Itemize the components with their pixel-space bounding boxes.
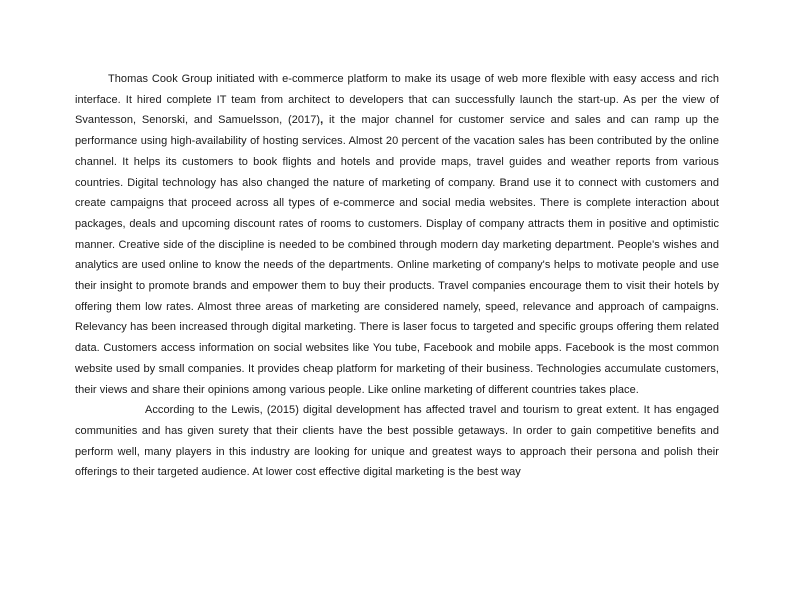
body-text [75, 69, 719, 483]
paragraph-2 [75, 400, 719, 483]
paragraph-2-text: According to the Lewis, (2015) digital development has affected travel and tourism to great extent. It has engaged communities and has given surety that their clients have the best possible getaways. In order to gain competitive benefits and perform well, many players in this industry are looking for unique and greatest ways to approach their persona and polish their offerings to their targeted audience. At lower cost effective digital marketing is the best way [75, 404, 719, 479]
paragraph-1 [75, 69, 719, 400]
paragraph-1-text-start: Thomas Cook Group initiated with e-commerce platform to make its usage of web more flexible with easy access and rich interface. It hired complete IT team from architect to developers that can successfully launch the start-up. As per the view of Svantesson, Senorski, and Samuelsson, (2017) [75, 73, 719, 127]
citation-comma: , [320, 114, 324, 127]
paragraph-1-text-end: it the major channel for customer service and sales and can ramp up the performance using high-availability of hosting services. Almost 20 percent of the vacation sales has been contributed by the online channel. It helps its customers to book flights and hotels and provide maps, travel guides and weather reports from various countries. Digital technology has also changed the nature of marketing of company. Brand use it to connect with customers and create campaigns that proceed across all types of e-commerce and social media websites. There is complete interaction about packages, deals and upcoming discount rates of rooms to customers. Display of company attracts them in positive and optimistic manner. Creative side of the discipline is needed to be combined through modern day marketing department. People's wishes and analytics are used online to know the needs of the departments. Online marketing of company's helps to motivate people and use their insight to promote brands and empower them to buy their products. Travel companies encourage them to visit their hotels by offering them low rates. Almost three areas of marketing are considered namely, speed, relevance and approach of campaigns. Relevancy has been increased through digital marketing. There is laser focus to targeted and specific groups offering them related data. Customers access information on social websites like You tube, Facebook and mobile apps. Facebook is the most common website used by small companies. It provides cheap platform for marketing of their business. Technologies accumulate customers, their views and share their opinions among various people. Like online marketing of different countries takes place. [75, 114, 719, 396]
